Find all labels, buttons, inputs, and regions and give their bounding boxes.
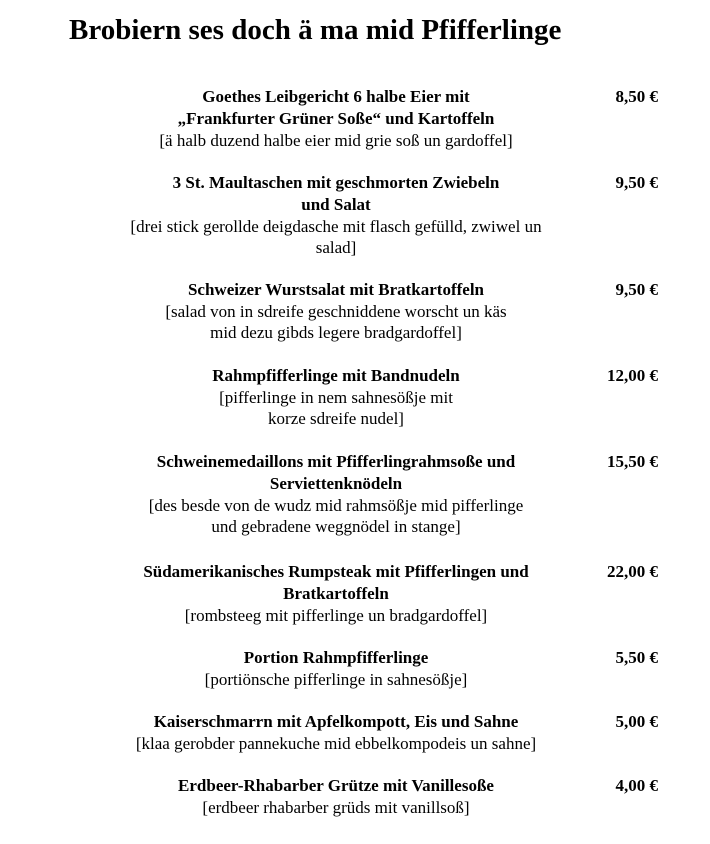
menu-item-price: 5,50 € [615,648,658,667]
desc-line: [portiönsche pifferlinge in sahnesößje] [204,670,468,689]
menu-item-name [100,279,572,301]
menu-item-maultaschen [100,172,572,258]
desc-line: [pifferlinge in nem sahnesößje mit [219,388,453,407]
menu-item-rahmpfifferlinge-bandnudeln [100,365,572,429]
menu-item-description [100,733,572,754]
menu-item-name [100,561,572,605]
name-line: Rahmpfifferlinge mit Bandnudeln [212,366,460,385]
name-line: Portion Rahmpfifferlinge [243,648,429,667]
desc-line: korze sdreife nudel] [268,409,404,428]
menu-item-erdbeer-rhabarber-gruetze [100,775,572,818]
desc-line: salad] [315,238,357,257]
menu-item-name [100,711,572,733]
menu-item-name [100,172,572,216]
desc-line: [ä halb duzend halbe eier mid grie soß un gardoffel] [159,131,513,150]
name-line: Kaiserschmarrn mit Apfelkompott, Eis und Sahne [153,712,519,731]
menu-item-goethes-leibgericht [100,86,572,151]
desc-line: [des besde von de wudz mid rahmsößje mid pifferlinge [148,496,524,515]
menu-item-description [100,797,572,818]
desc-line: [salad von in sdreife geschniddene worscht un käs [165,302,507,321]
menu-item-description [100,301,572,343]
name-line: Bratkartoffeln [283,584,389,603]
menu-item-price: 15,50 € [607,452,658,471]
menu-item-portion-rahmpfifferlinge [100,647,572,690]
desc-line: mid dezu gibds legere bradgardoffel] [210,323,462,342]
menu-item-name [100,647,572,669]
menu-item-price: 4,00 € [615,776,658,795]
name-line: und Salat [301,195,371,214]
menu-item-description [100,495,572,537]
name-line: Goethes Leibgericht 6 halbe Eier mit [202,87,470,106]
menu-item-rumpsteak [100,561,572,626]
desc-line: [rombsteeg mit pifferlinge un bradgardoffel] [184,606,488,625]
menu-item-price: 5,00 € [615,712,658,731]
name-line: Schweizer Wurstsalat mit Bratkartoffeln [187,280,485,299]
menu-item-description [100,387,572,429]
menu-item-name [100,86,572,130]
menu-item-name [100,451,572,495]
menu-item-description [100,216,572,258]
desc-line: [erdbeer rhabarber grüds mit vanillsoß] [202,798,470,817]
menu-item-price: 9,50 € [615,280,658,299]
menu-item-name [100,775,572,797]
name-line: 3 St. Maultaschen mit geschmorten Zwiebeln [172,173,500,192]
desc-line: [klaa gerobder pannekuche mid ebbelkompodeis un sahne] [135,734,537,753]
page-title: Brobiern ses doch ä ma mid Pfifferlinge [69,14,562,46]
menu-item-price: 8,50 € [615,87,658,106]
desc-line: und gebradene weggnödel in stange] [211,517,461,536]
menu-item-schweinemedaillons [100,451,572,537]
menu-item-description [100,130,572,151]
name-line: Schweinemedaillons mit Pfifferlingrahmsoße und [156,452,516,471]
name-line: Erdbeer-Rhabarber Grütze mit Vanillesoße [178,776,494,795]
menu-item-description [100,669,572,690]
menu-item-price: 12,00 € [607,366,658,385]
name-line: Serviettenknödeln [269,474,403,493]
name-line: Südamerikanisches Rumpsteak mit Pfifferlingen und [143,562,529,581]
menu-item-price: 9,50 € [615,173,658,192]
menu-item-price: 22,00 € [607,562,658,581]
desc-line: [drei stick gerollde deigdasche mit flasch gefülld, zwiwel un [130,217,542,236]
menu-item-kaiserschmarrn [100,711,572,754]
menu-item-wurstsalat [100,279,572,343]
name-line: „Frankfurter Grüner Soße“ und Kartoffeln [177,109,495,128]
menu-item-name [100,365,572,387]
menu-item-description [100,605,572,626]
